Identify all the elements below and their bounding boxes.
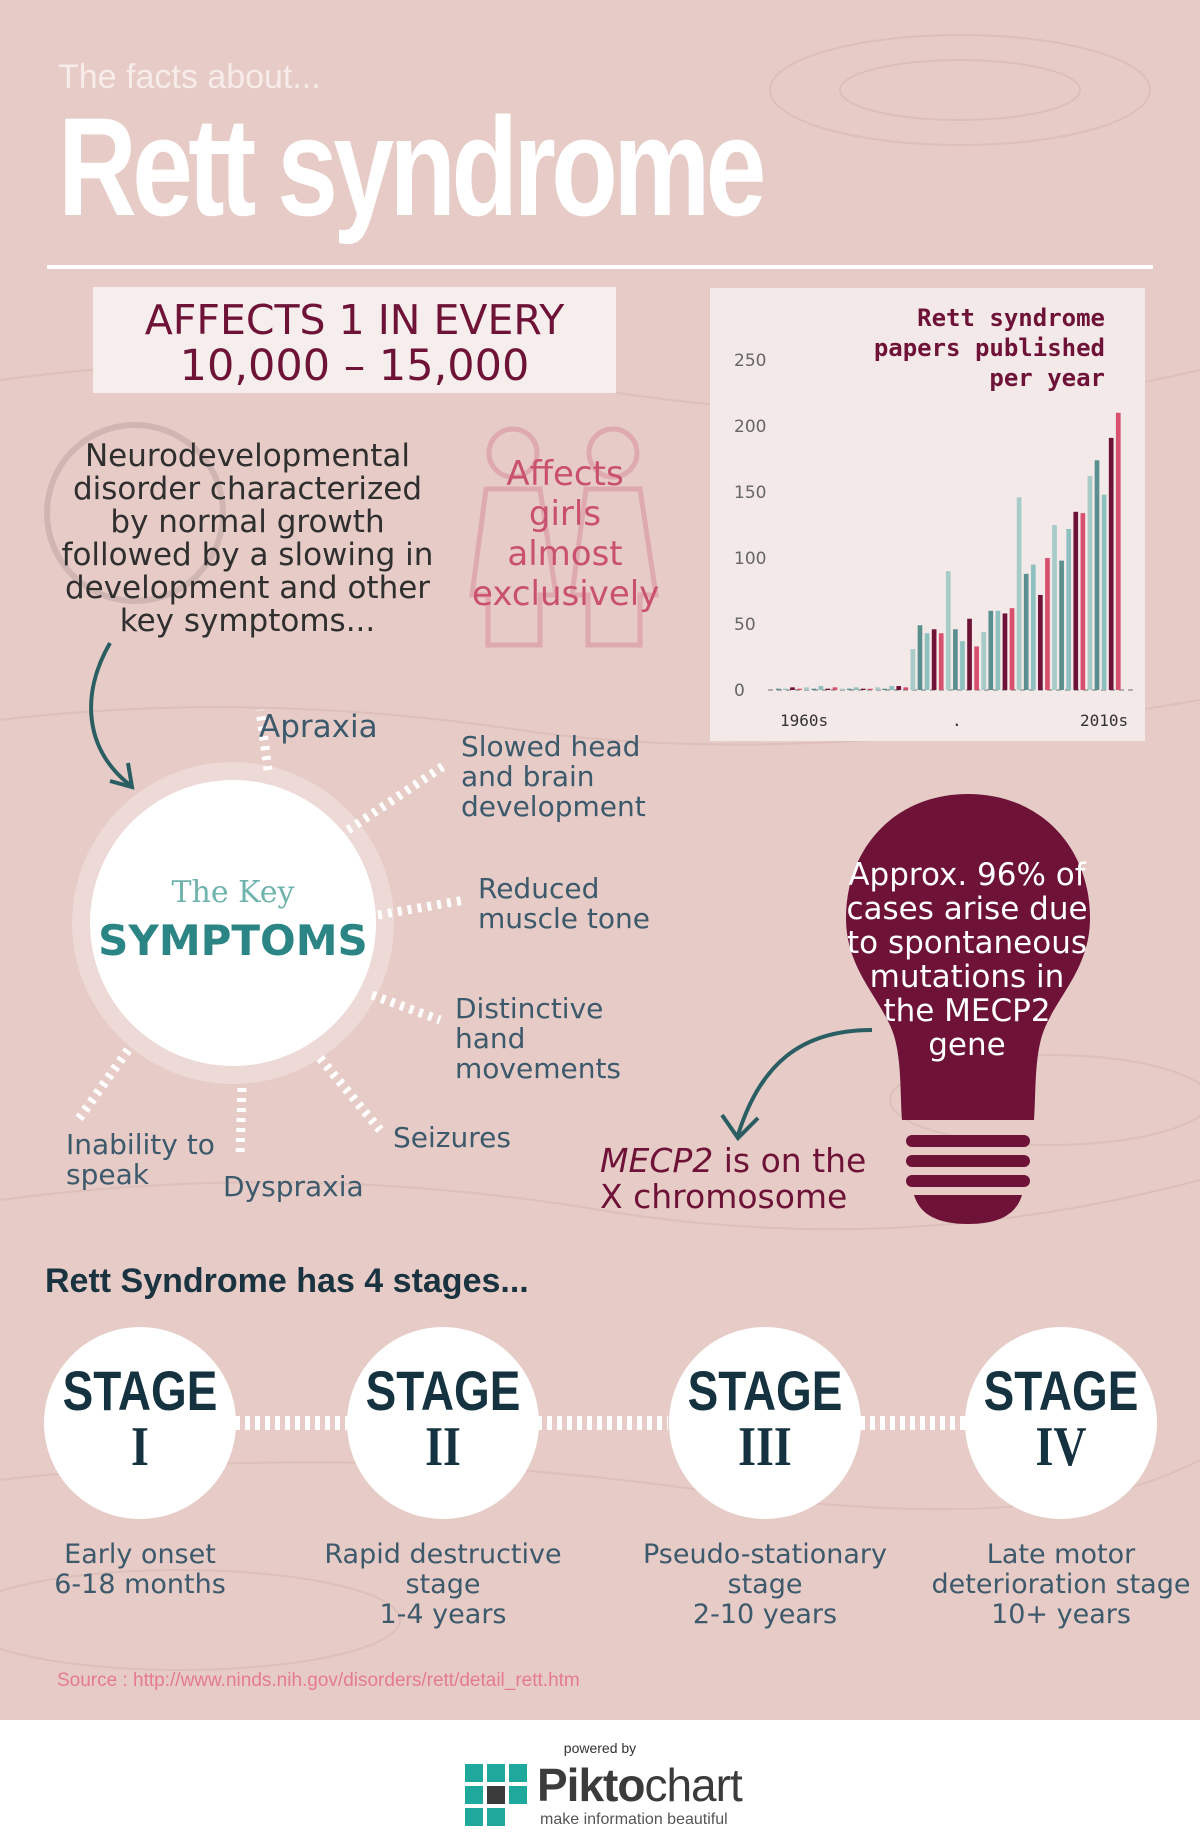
girls-statement: Affects girls almost exclusively: [472, 454, 660, 614]
chart-bar: [1073, 512, 1078, 690]
chart-bar: [1052, 525, 1057, 690]
stage-2-description: [318, 1540, 568, 1630]
chart-bar: [1095, 460, 1100, 690]
stage-4-word: STAGE: [983, 1359, 1139, 1422]
stage-1-description: [15, 1540, 265, 1600]
stage-3-duration: 2-10 years: [692, 1599, 838, 1630]
chart-bar: [1017, 497, 1022, 690]
piktochart-logo-text[interactable]: [537, 1758, 742, 1812]
papers-chart: [710, 288, 1145, 741]
title-divider: [47, 265, 1153, 269]
chart-bar: [804, 687, 809, 690]
chart-bar: [967, 619, 972, 690]
stage-4-numeral: IV: [1035, 1416, 1087, 1478]
bulb-arrow-icon: [700, 1010, 880, 1150]
chart-bar: [1024, 574, 1029, 690]
chart-title-line: per year: [989, 364, 1105, 392]
chart-bar: [875, 687, 880, 690]
powered-by-label: powered by: [563, 1740, 637, 1756]
chart-bar: [1003, 613, 1008, 690]
y-tick-label: 50: [734, 615, 756, 635]
stage-3-numeral: III: [738, 1416, 792, 1478]
chart-bar: [960, 641, 965, 690]
symptom-hand-movements: Distinctive hand movements: [455, 992, 622, 1085]
chart-bar: [811, 689, 816, 690]
symptom-apraxia: Apraxia: [259, 709, 378, 745]
chart-bar: [889, 686, 894, 690]
mecp2-line2: X chromosome: [600, 1177, 848, 1216]
key-symptoms-title: SYMPTOMS: [98, 916, 368, 965]
stage-4-circle: [965, 1327, 1157, 1519]
chart-title-line: Rett syndrome: [917, 304, 1105, 332]
chart-bar: [1031, 565, 1036, 690]
stage-4-description: [930, 1540, 1192, 1630]
stage-3-circle: [669, 1327, 861, 1519]
y-tick-label: 150: [734, 483, 767, 503]
chart-bar: [854, 687, 859, 690]
chart-bar: [953, 629, 958, 690]
chart-bar: [790, 687, 795, 690]
chart-bar: [911, 649, 916, 690]
chart-bar: [918, 625, 923, 690]
stage-1-name: Early onset: [64, 1539, 216, 1570]
stage-4-duration: 10+ years: [991, 1599, 1131, 1630]
symptom-seizures: Seizures: [393, 1121, 511, 1154]
chart-bar: [1088, 476, 1093, 690]
symptom-dyspraxia: Dyspraxia: [223, 1170, 364, 1203]
chart-bar: [1010, 608, 1015, 690]
y-tick-label: 100: [734, 549, 767, 569]
stage-2-name: Rapid destructive stage: [324, 1539, 562, 1600]
chart-bar: [1066, 529, 1071, 690]
x-tick-label: .: [952, 711, 962, 730]
chart-bar: [896, 686, 901, 690]
brand-bold: Pikto: [537, 1759, 645, 1811]
chart-bar: [783, 689, 788, 690]
chart-bar: [776, 689, 781, 690]
y-tick-label: 250: [734, 351, 767, 371]
chart-bar: [932, 629, 937, 690]
chart-bar: [1102, 495, 1107, 690]
stage-2-word: STAGE: [365, 1359, 521, 1422]
footer: [0, 1720, 1200, 1841]
chart-bar: [840, 689, 845, 690]
brand-light: chart: [644, 1759, 742, 1811]
chart-bar: [861, 689, 866, 690]
mecp2-gene-name: MECP2: [600, 1141, 714, 1180]
chart-bar: [818, 686, 823, 690]
y-tick-label: 0: [734, 681, 745, 701]
stage-4-name: Late motor deterioration stage: [931, 1539, 1191, 1600]
symptom-muscle-tone: Reduced muscle tone: [478, 872, 650, 935]
mecp2-line1-rest: is on the: [713, 1141, 867, 1180]
chart-bar: [797, 689, 802, 690]
chart-bar: [847, 689, 852, 690]
chart-bar: [946, 571, 951, 690]
stage-1-word: STAGE: [62, 1359, 218, 1422]
chart-bar: [1045, 558, 1050, 690]
brand-tagline: make information beautiful: [540, 1811, 728, 1828]
key-symptoms-label: The Key: [171, 875, 295, 910]
symptom-slowed-head: Slowed head and brain development: [461, 730, 646, 823]
chart-bar: [1038, 595, 1043, 690]
chart-bar: [996, 611, 1001, 690]
symptom-inability-to-speak: Inability to speak: [66, 1128, 215, 1191]
chart-bar: [925, 633, 930, 690]
chart-bar: [882, 689, 887, 690]
prevalence-line-1: AFFECTS 1 IN EVERY: [144, 296, 565, 344]
papers-chart-svg: [710, 288, 1145, 741]
piktochart-logo-icon: [465, 1764, 527, 1826]
stage-2-circle: [347, 1327, 539, 1519]
chart-bar: [1081, 513, 1086, 690]
stage-1-duration: 6-18 months: [54, 1569, 226, 1600]
chart-title-line: papers published: [873, 334, 1105, 362]
stage-2-duration: 1-4 years: [379, 1599, 507, 1630]
subtitle: The facts about...: [58, 58, 321, 96]
source-link[interactable]: Source : http://www.ninds.nih.gov/disorders/rett/detail_rett.htm: [57, 1670, 580, 1691]
chart-bar: [1116, 413, 1121, 690]
stage-1-circle: [44, 1327, 236, 1519]
disorder-description: Neurodevelopmental disorder characterized by normal growth followed by a slowing in development and other key symptoms...: [61, 438, 434, 639]
chart-bar: [833, 687, 838, 690]
y-tick-label: 200: [734, 417, 767, 437]
bulb-statement: Approx. 96% of cases arise due to spontaneous mutations in the MECP2 gene: [846, 857, 1088, 1063]
prevalence-line-2: 10,000 – 15,000: [179, 341, 530, 391]
prevalence-box: [93, 287, 616, 393]
chart-bar: [903, 687, 908, 690]
stage-1-numeral: I: [131, 1416, 149, 1478]
stage-3-name: Pseudo-stationary stage: [642, 1539, 888, 1600]
chart-bar: [1059, 561, 1064, 690]
x-tick-label: 1960s: [780, 711, 829, 730]
mecp2-statement: [600, 1143, 900, 1215]
key-symptoms-circle: [90, 780, 376, 1066]
chart-bar: [826, 689, 831, 690]
stage-3-word: STAGE: [687, 1359, 843, 1422]
x-tick-label: 2010s: [1080, 711, 1129, 730]
chart-bar: [981, 632, 986, 690]
chart-bar: [868, 689, 873, 690]
chart-bar: [1109, 438, 1114, 690]
page-title: Rett syndrome: [58, 88, 762, 245]
stage-3-description: [640, 1540, 890, 1630]
chart-bar: [939, 633, 944, 690]
chart-bar: [988, 611, 993, 690]
stages-heading: Rett Syndrome has 4 stages...: [45, 1262, 529, 1300]
chart-bar: [974, 646, 979, 690]
stage-2-numeral: II: [425, 1416, 461, 1478]
